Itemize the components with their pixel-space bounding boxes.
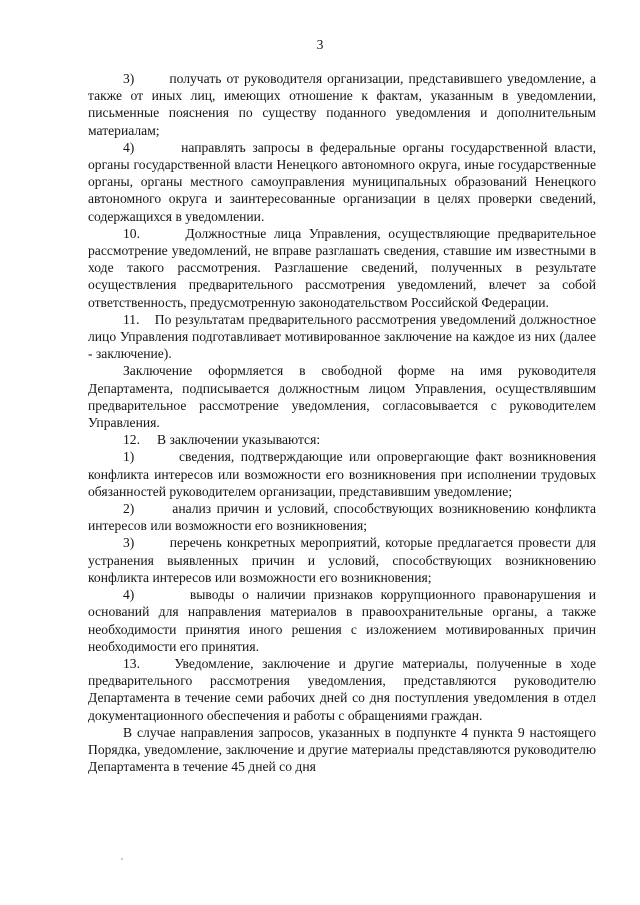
paragraph-item-2-analysis: 2) анализ причин и условий, способствующих возникновению конфликта интересов или возможности его возникновения; [88, 501, 596, 534]
page-number: 3 [316, 37, 324, 52]
scan-speck [121, 858, 123, 860]
paragraph-12-conclusion-contents: 12. В заключении указываются: [123, 432, 321, 448]
paragraph-item-1-information: 1) сведения, подтверждающие или опровергающие факт возникновения конфликта интересов или возможности его возникновения при исполнении трудовых обязанностей руководителем организации, представившим уведомление; [88, 449, 596, 499]
paragraph-11-reasoned-conclusion: 11. По результатам предварительного рассмотрения уведомлений должностное лицо Управления подготавливает мотивированное заключение на каждое из них (далее - заключение). [88, 311, 596, 362]
paragraph-item-3-measures: 3) перечень конкретных мероприятий, которые предлагается провести для устранения выявленных причин и условий, способствующих возникновению конфликта интересов или возможности его возникновения; [88, 535, 596, 585]
paragraph-13-submission: 13. Уведомление, заключение и другие материалы, полученные в ходе предварительного рассмотрения уведомления, представляются руководителю Департамента в течение семи рабочих дней со дня поступления уведомления в отдел документационного обеспечения и работы с обращениями граждан. [88, 655, 596, 723]
paragraph-conclusion-form: Заключение оформляется в свободной форме на имя руководителя Департамента, подписывается должностным лицом Управления, осуществлявшим предварительное рассмотрение уведомления, согласовывается с руководителем Управления. [88, 363, 596, 431]
paragraph-requests-case: В случае направления запросов, указанных в подпункте 4 пункта 9 настоящего Порядка, уведомление, заключение и другие материалы представляются руководителю Департамента в течение 45 дней со дня [88, 724, 596, 775]
paragraph-10-confidentiality: 10. Должностные лица Управления, осуществляющие предварительное рассмотрение уведомлений, не вправе разглашать сведения, ставшие им известными в ходе такого рассмотрения. Разглашение сведений, полученных в результате осуществления предварительного рассмотрения уведомлений, влечет за собой ответственность, предусмотренную законодательством Российской Федерации. [88, 225, 596, 310]
document-body [88, 70, 596, 775]
paragraph-item-4-conclusions: 4) выводы о наличии признаков коррупционного правонарушения и оснований для направления материалов в правоохранительные органы, а также необходимости принятия иного решения с изложением мотивированных причин необходимости его принятия. [88, 587, 596, 654]
paragraph-item-4-send-requests: 4) направлять запросы в федеральные органы государственной власти, органы государственной власти Ненецкого автономного округа, иные государственные органы, органы местного самоуправления муниципальных образований Ненецкого автономного округа и заинтересованные организации в целях проверки сведений, содержащихся в уведомлении. [88, 139, 596, 224]
paragraph-item-3-obtain-explanations: 3) получать от руководителя организации, представившего уведомление, а также от иных лиц, имеющих отношение к фактам, указанным в уведомлении, письменные пояснения по существу поданного уведомления и дополнительным материалам; [88, 71, 596, 138]
